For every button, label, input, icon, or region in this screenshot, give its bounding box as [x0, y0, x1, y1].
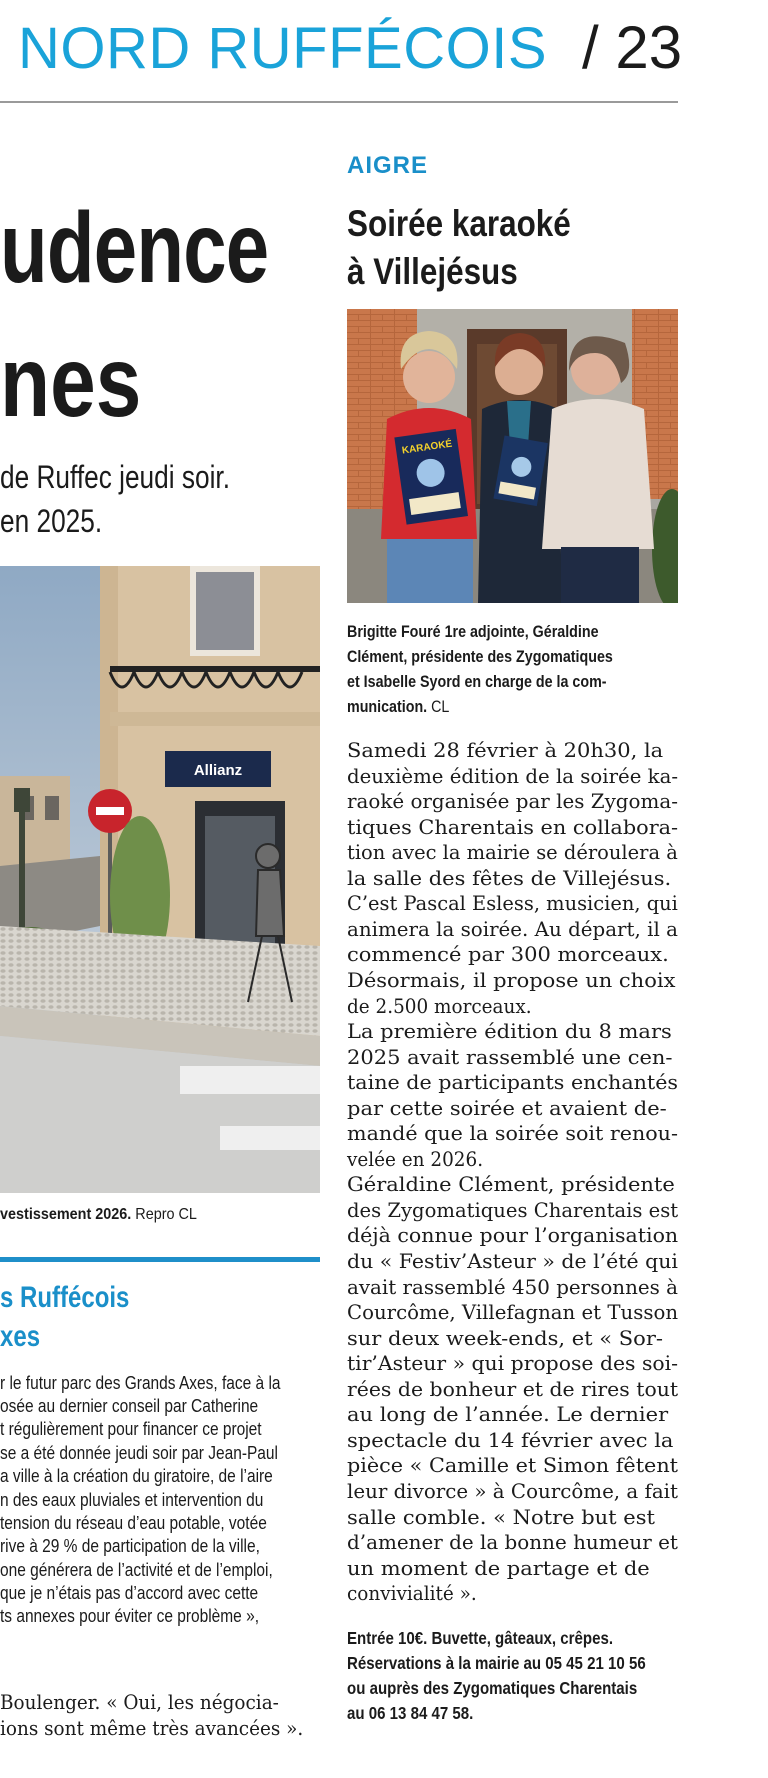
caption-line: munication. CL [347, 697, 450, 716]
article-body-line: leur divorce » à Courcôme, a fait [347, 1478, 678, 1503]
article-body-line: d’amener de la bonne humeur et [347, 1530, 678, 1555]
sidebar-body-line: ions sont même très avancées ». [0, 1716, 304, 1740]
article-body-line: Géraldine Clément, présidente [347, 1172, 675, 1197]
article-body-line: commencé par 300 morceaux. [347, 942, 669, 967]
info-line: Réservations à la mairie au 05 45 21 10 56 [347, 1653, 646, 1673]
article-body-line: mandé que la soirée soit renou- [347, 1121, 678, 1146]
article-body-line: deuxième édition de la soirée ka- [347, 763, 679, 788]
info-line: au 06 13 84 47 58. [347, 1703, 474, 1723]
caption-line: Clément, présidente des Zygomatiques [347, 647, 613, 666]
article-body-line: du « Festiv’Asteur » de l’été qui [347, 1249, 678, 1273]
caption-line: Brigitte Fouré 1re adjointe, Géraldine [347, 622, 599, 641]
article-body-line: Courcôme, Villefagnan et Tusson [347, 1300, 679, 1325]
sidebar-body-line: t régulièrement pour financer ce projet [0, 1419, 262, 1439]
poster-text: KARAOKÉ [401, 438, 453, 457]
article-body-line: rées de bonheur et de rires tout [347, 1376, 679, 1401]
article-kicker: AIGRE [347, 152, 429, 179]
header-rule [0, 101, 678, 103]
left-photo-caption: vestissement 2026. Repro CL [0, 1206, 197, 1223]
left-lede-line-1: de Ruffec jeudi soir. [0, 459, 230, 495]
article-body-line: La première édition du 8 mars [347, 1019, 672, 1044]
sidebar-body-line: Boulenger. « Oui, les négocia- [0, 1690, 279, 1714]
sidebar-rule [0, 1257, 320, 1262]
article-body-line: de 2.500 morceaux. [347, 993, 532, 1018]
article-body-line: par cette soirée et avaient de- [347, 1095, 667, 1120]
article-body-line: au long de l’année. Le dernier [347, 1402, 669, 1427]
article-body-line: un moment de partage et de [347, 1555, 650, 1580]
sidebar-body-line: se a été donnée jeudi soir par Jean-Paul [0, 1443, 278, 1463]
sidebar-title-line-2: xes [0, 1320, 41, 1353]
article-body-line: avait rassemblé 450 personnes à [347, 1274, 678, 1299]
article-body-line: velée en 2026. [347, 1146, 484, 1171]
karaoke-photo [347, 309, 678, 603]
caption-line: et Isabelle Syord en charge de la com- [347, 672, 607, 691]
article-body-line: tion avec la mairie se déroulera à [347, 840, 678, 865]
article-body-line: déjà connue pour l’organisation [347, 1223, 679, 1248]
article-body-line: des Zygomatiques Charentais est [347, 1197, 679, 1222]
sidebar-body-line: n des eaux pluviales et intervention du [0, 1490, 264, 1510]
sidebar-body-line: osée au dernier conseil par Catherine [0, 1396, 259, 1416]
sidebar-body-line: que je n’étais pas d’accord avec cette [0, 1583, 259, 1603]
sidebar-body-line: tension du réseau d’eau potable, votée [0, 1513, 267, 1533]
article-body-line: la salle des fêtes de Villejésus. [347, 865, 672, 890]
left-headline-line-2: nes [0, 326, 142, 438]
left-headline-line-1: udence [0, 192, 269, 304]
left-photo-credit: Repro CL [135, 1206, 197, 1223]
sidebar-body-line: ts annexes pour éviter ce problème », [0, 1606, 260, 1626]
article-body-line: salle comble. « Notre but est [347, 1504, 655, 1529]
caption-credit: CL [431, 697, 450, 716]
allianz-sign: Allianz [193, 762, 243, 779]
article-body-line: tiques Charentais en collabora- [347, 814, 679, 839]
sidebar-body-line: one générera de l’activité et de l’emploi, [0, 1560, 273, 1580]
article-body-line: taine de participants enchantés [347, 1070, 679, 1095]
sidebar-body-line: a ville à la création du giratoire, de l’aire [0, 1466, 273, 1486]
info-line: ou auprès des Zygomatiques Charentais [347, 1678, 638, 1698]
article-body-line: tir’Asteur » qui propose des soi- [347, 1351, 679, 1376]
article-title-line-1: Soirée karaoké [347, 203, 571, 244]
article-body-line: 2025 avait rassemblé une cen- [347, 1044, 673, 1069]
article-body-line: animera la soirée. Au départ, il a [347, 916, 678, 941]
article-body-line: raoké organisée par les Zygoma- [347, 789, 678, 814]
article-body-line: Désormais, il propose un choix [347, 967, 676, 992]
article-body-line: C’est Pascal Esless, musicien, qui [347, 891, 678, 916]
sidebar-body-line: rive à 29 % de participation de la ville, [0, 1536, 260, 1556]
article-body-line: Samedi 28 février à 20h30, la [347, 738, 664, 762]
section-name: NORD RUFFÉCOIS [18, 16, 547, 81]
page-number: / 23 [582, 14, 683, 81]
sidebar-title-line-1: s Ruffécois [0, 1281, 130, 1314]
info-line: Entrée 10€. Buvette, gâteaux, crêpes. [347, 1628, 614, 1648]
left-lede-line-2: en 2025. [0, 503, 103, 539]
street-photo [0, 566, 320, 1193]
article-body-line: spectacle du 14 février avec la [347, 1427, 674, 1452]
article-title-line-2: à Villejésus [347, 251, 518, 292]
article-body-line: pièce « Camille et Simon fêtent [347, 1453, 679, 1478]
article-body-line: convivialité ». [347, 1581, 477, 1606]
article-body-line: sur deux week-ends, et « Sor- [347, 1325, 663, 1350]
sidebar-body-line: r le futur parc des Grands Axes, face à la [0, 1373, 281, 1393]
